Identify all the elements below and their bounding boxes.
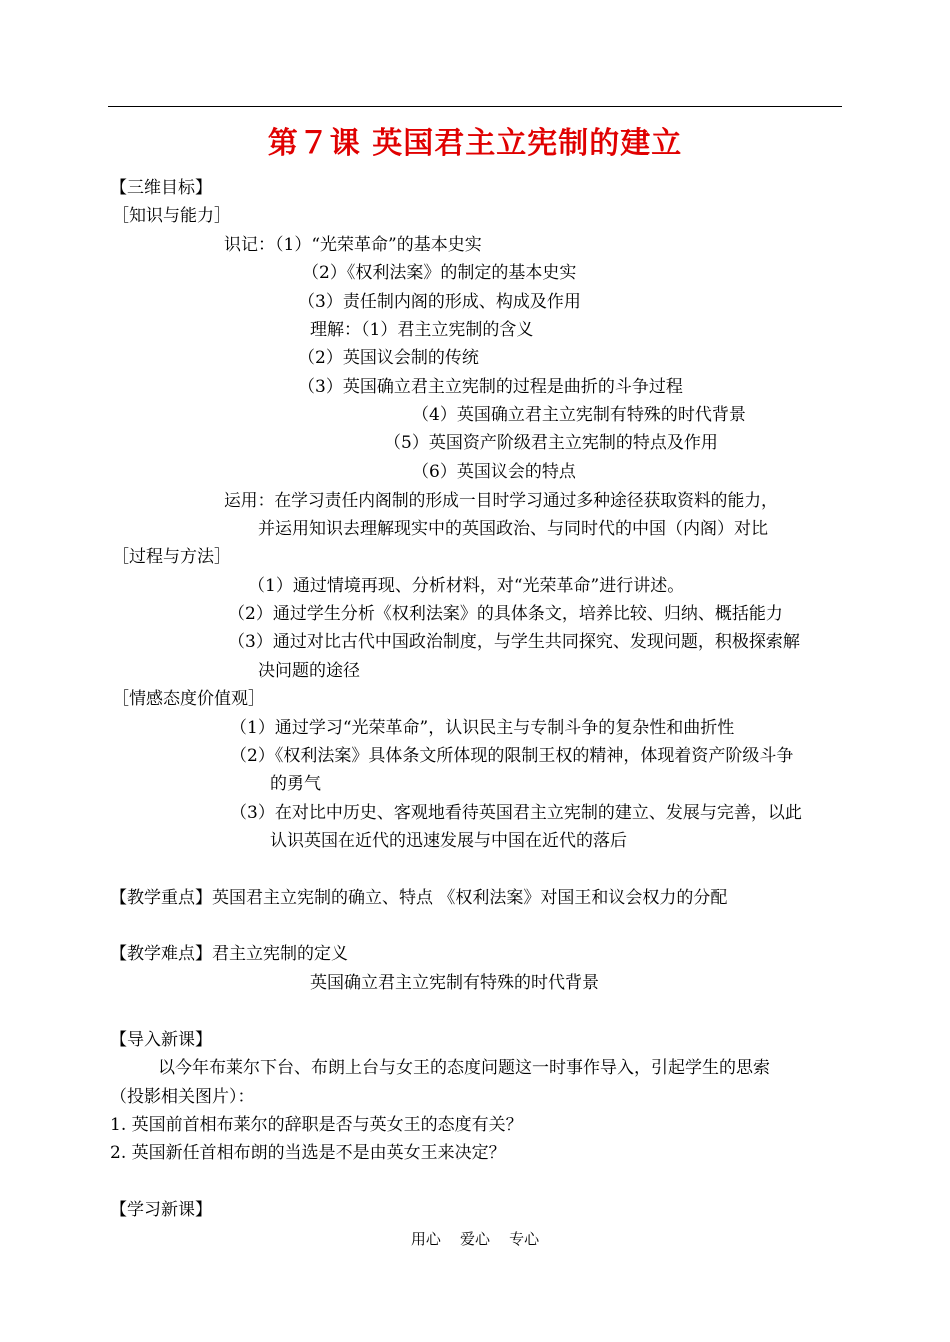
recall-line-1: 识记：（1）“光荣革命”的基本史实 [224,235,482,255]
process-line-1: （1）通过情境再现、分析材料，对“光荣革命”进行讲述。 [248,576,685,596]
intro-line-1: 以今年布莱尔下台、布朗上台与女王的态度问题这一时事作导入，引起学生的思索 [158,1058,770,1078]
values-line-3: 的勇气 [270,774,321,794]
understand-line-3: （3）英国确立君主立宪制的过程是曲折的斗争过程 [298,377,683,397]
subsection-header-process: ［过程与方法］ [112,547,231,567]
page-footer: 用心 爱心 专心 [410,1230,540,1248]
recall-line-2: （2）《权利法案》的制定的基本史实 [302,263,577,283]
apply-line-2: 并运用知识去理解现实中的英国政治、与同时代的中国（内阁）对比 [258,519,768,539]
intro-line-2: （投影相关图片）： [110,1087,255,1107]
values-line-2: （2）《权利法案》具体条文所体现的限制王权的精神，体现着资产阶级斗争 [230,746,794,766]
understand-line-2: （2）英国议会制的传统 [298,348,479,368]
section-header-objectives: 【三维目标】 [110,178,212,198]
values-line-1: （1）通过学习“光荣革命”，认识民主与专制斗争的复杂性和曲折性 [230,718,735,738]
intro-question-1: 1. 英国前首相布莱尔的辞职是否与英女王的态度有关？ [110,1115,523,1135]
page-title: 第７课 英国君主立宪制的建立 [267,126,683,161]
section-header-intro: 【导入新课】 [110,1030,212,1050]
understand-line-4: （4）英国确立君主立宪制有特殊的时代背景 [412,405,746,425]
subsection-header-knowledge: ［知识与能力］ [112,206,231,226]
subsection-header-values: ［情感态度价值观］ [112,689,265,709]
process-line-2: （2）通过学生分析《权利法案》的具体条文，培养比较、归纳、概括能力 [228,604,783,624]
recall-line-3: （3）责任制内阁的形成、构成及作用 [298,292,581,312]
understand-line-1: 理解：（1）君主立宪制的含义 [310,320,534,340]
key-points: 【教学重点】英国君主立宪制的确立、特点 《权利法案》对国王和议会权力的分配 [110,888,728,908]
difficulties-line-1: 【教学难点】君主立宪制的定义 [110,944,348,964]
process-line-3: （3）通过对比古代中国政治制度，与学生共同探究、发现问题，积极探索解 [228,632,800,652]
values-line-5: 认识英国在近代的迅速发展与中国在近代的落后 [270,831,627,851]
apply-line-1: 运用：在学习责任内阁制的形成一目时学习通过多种途径获取资料的能力， [224,490,778,510]
process-line-4: 决问题的途径 [258,661,360,681]
difficulties-line-2: 英国确立君主立宪制有特殊的时代背景 [310,973,599,993]
values-line-4: （3）在对比中历史、客观地看待英国君主立宪制的建立、发展与完善，以此 [230,803,802,823]
understand-line-6: （6）英国议会的特点 [412,462,576,482]
header-rule [108,106,842,107]
intro-question-2: 2. 英国新任首相布朗的当选是不是由英女王来决定？ [110,1143,506,1163]
understand-line-5: （5）英国资产阶级君主立宪制的特点及作用 [384,433,718,453]
section-header-study: 【学习新课】 [110,1200,212,1220]
